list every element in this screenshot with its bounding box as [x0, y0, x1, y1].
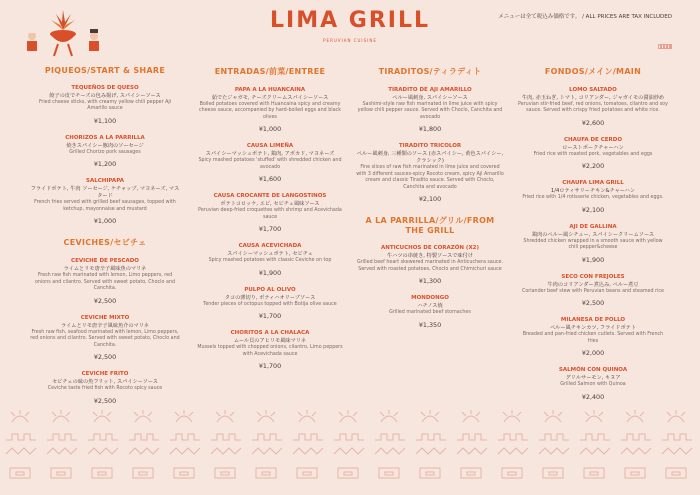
decorative-stripe-icon: [658, 44, 672, 49]
tax-note: メニューは全て税込み価格です。 / ALL PRICES ARE TAX INCLUDED: [498, 14, 672, 20]
item-description: Fresh raw fish marinated with lemon, Limo peppers, red onions and cilantro. Served with sweet potato, Choclo and Canchita.: [35, 273, 175, 292]
item-name: CHORIZOS A LA PARRILLA: [65, 134, 145, 141]
item-description: Fine slices of raw fish marinated in lime juice and covered with 3 different sauces-spicy Rocoto cream, spicy Aji Amarillo cream and classic Tiradito sauce. Served with Choclo, Canchita and avocado: [356, 165, 504, 190]
menu-item: [518, 274, 668, 307]
menu-item: [195, 143, 345, 183]
item-description: Breaded and pan-fried chicken cutlets. Served with French fries: [522, 332, 664, 344]
item-name: LOMO SALTADO: [569, 87, 617, 93]
item-description: Fried cheese sticks, with creamy yellow chili pepper Aji Amarillo sauce: [38, 100, 172, 112]
item-name: AJI DE GALLINA: [569, 223, 617, 230]
item-price: ¥2,100: [581, 205, 605, 214]
menu-item: [195, 330, 345, 370]
item-description: Fried rice with 1/4 rotisserie chicken, vegetables and eggs.: [522, 195, 664, 201]
item-name: CEVICHE MIXTO: [80, 314, 130, 321]
item-name: MILANESA DE POLLO: [560, 317, 626, 324]
menu-item: [30, 258, 180, 304]
item-japanese: スパイシーマッシュポテト, 鶏肉, アボカド, マヨネーズ: [205, 151, 335, 158]
menu-column-3: [355, 66, 505, 339]
item-description: Sashimi-style raw fish marinated in lime juice with spicy yellow chili pepper sauce. Served with Choclo, Canchita and avocado: [357, 102, 503, 120]
sun-motif-icon: [11, 410, 29, 422]
sun-motif-icon: [175, 410, 193, 422]
item-description: Spicy mashed potatoes with classic Ceviche on top: [208, 258, 332, 264]
item-name: CAUSA ACEVICHADA: [238, 243, 302, 250]
item-japanese: ハチノス焼: [417, 303, 443, 310]
item-price: ¥1,350: [418, 320, 442, 329]
menu-item: [518, 87, 668, 127]
sun-motif-icon: [134, 410, 152, 422]
item-japanese: 茹でたジャガモ, チーズクリームスパイシーソース: [211, 95, 329, 101]
menu-item: [518, 317, 668, 357]
item-description: Grilled Chorizo pork sausages: [69, 149, 141, 155]
item-name: CAUSA CROCANTE DE LANGOSTINOS: [213, 193, 327, 200]
sun-motif-icon: [257, 410, 275, 422]
menu-item: [30, 371, 180, 404]
item-description: French fries served with grilled beef sausages, topped with ketchup, mayonnaise and mustard: [34, 200, 176, 212]
item-price: ¥1,700: [258, 312, 282, 321]
item-japanese: 鶏肉のペルー風シチュー, スパイシークリームソース: [531, 231, 655, 238]
sun-motif-icon: [380, 410, 398, 422]
item-price: ¥1,000: [93, 217, 117, 226]
geometric-motif-icon: [88, 434, 118, 478]
menu-item: [30, 178, 180, 225]
geometric-motif-icon: [539, 434, 569, 478]
menu-column-1: [30, 66, 180, 415]
sun-motif-icon: [544, 410, 562, 422]
item-name: PAPA A LA HUANCAINA: [234, 87, 306, 93]
sun-motif-icon: [52, 410, 70, 422]
item-japanese: 牛肉, 赤玉ねぎ, トマト, コリアンダー, ジャガイモの醤油炒め: [521, 95, 665, 101]
item-name: CEVICHE DE PESCADO: [71, 258, 139, 265]
item-name: SECO CON FREJOLES: [561, 273, 625, 280]
section-title: ENTRADAS/前菜/ENTREE: [214, 67, 326, 76]
item-name: TIRADITO DE AJI AMARILLO: [388, 87, 472, 93]
section-title: A LA PARRILLA/グリル/FROM THE GRILL: [365, 216, 495, 236]
menu-item: [355, 245, 505, 285]
item-description: Fresh raw fish, seafood marinated with lemon, Limo peppers, red onions and cilantro. Served with sweet potato, Choclo and Canchita.: [30, 329, 180, 348]
item-name: TIRADITO TRICOLOR: [398, 143, 462, 150]
item-price: ¥2,500: [93, 353, 117, 362]
geometric-motif-icon: [170, 434, 200, 478]
menu-item: [195, 87, 345, 133]
item-name: CHORITOS A LA CHALACA: [230, 330, 310, 337]
item-description: Peruvian stir-fried beef, red onions, tomatoes, cilantro and soy sauce. Served with crispy fried potatoes and white rice.: [518, 102, 668, 114]
item-price: ¥1,900: [581, 255, 605, 264]
item-japanese: ペルー風刺身, スパイシーソース: [392, 95, 468, 101]
section-title: FONDOS/メイン/MAIN: [544, 67, 642, 76]
cuisine-subtitle: PERUVIAN CUISINE: [323, 38, 377, 43]
geometric-motif-icon: [457, 434, 487, 478]
sun-motif-icon: [503, 410, 521, 422]
geometric-motif-icon: [375, 434, 405, 478]
item-price: ¥1,700: [258, 225, 282, 234]
menu-item: [518, 367, 668, 400]
geometric-motif-icon: [293, 434, 323, 478]
menu-item: [195, 287, 345, 320]
item-name: TEQUEÑOS DE QUESO: [71, 85, 139, 91]
sun-motif-icon: [626, 410, 644, 422]
item-price: ¥1,800: [418, 125, 442, 134]
sun-motif-icon: [298, 410, 316, 422]
geometric-motif-icon: [211, 434, 241, 478]
item-japanese: ポテトコロッケ, エビ, セビチェ風味ソース: [220, 201, 320, 208]
geometric-motif-icon: [662, 434, 692, 478]
item-japanese: 1/4ロティサリーチキン&チャーハン: [550, 188, 636, 195]
menu-column-4: [518, 66, 668, 411]
geometric-motif-icon: [580, 434, 610, 478]
menu-item: [195, 243, 345, 276]
geometric-motif-icon: [334, 434, 364, 478]
sun-motif-icon: [339, 410, 357, 422]
item-japanese: フライドポテト, 牛肉 ソーセージ, ケチャップ, マヨネーズ, マスタード: [30, 186, 180, 200]
item-description: Ceviche taste fried fish with Rocoto spicy sauce: [47, 386, 163, 392]
item-price: ¥1,600: [258, 175, 282, 184]
item-name: CHAUFA LIMA GRILL: [562, 180, 624, 187]
item-description: Boiled potatoes covered with Huancaina spicy and creamy cheese sauce, accompanied by hard-boiled eggs and black olives: [199, 102, 341, 120]
menu-item: [30, 85, 180, 125]
item-description: Spicy mashed potatoes 'stuffed' with shredded chicken and avocado: [198, 158, 342, 170]
item-japanese: ローストポークチャーハン: [562, 144, 624, 151]
item-description: Peruvian deep-fried croquettes with shrimp and Acevichada sauce: [198, 208, 342, 220]
geometric-motif-icon: [47, 434, 77, 478]
menu-item: [355, 143, 505, 203]
item-japanese: ペルー風チキンカツ, フライドポテト: [549, 325, 637, 332]
item-price: ¥2,100: [418, 195, 442, 204]
item-price: ¥1,900: [258, 268, 282, 277]
item-description: Grilled Salmon with Quinoa: [560, 382, 626, 388]
sun-motif-icon: [216, 410, 234, 422]
menu-item: [30, 315, 180, 361]
item-price: ¥1,700: [258, 362, 282, 371]
menu-item: [355, 295, 505, 328]
item-japanese: タコの薄切り, ボティハオリーブソース: [224, 294, 316, 301]
geometric-motif-icon: [621, 434, 651, 478]
item-price: ¥2,500: [93, 296, 117, 305]
geometric-motif-icon: [498, 434, 528, 478]
menu-column-2: [195, 66, 345, 380]
item-price: ¥1,000: [258, 125, 282, 134]
item-price: ¥2,000: [581, 349, 605, 358]
item-japanese: グリルサーモン, キヌア: [565, 375, 621, 382]
menu-item: [518, 137, 668, 170]
geometric-motif-icon: [416, 434, 446, 478]
item-name: CEVICHE FRITO: [81, 371, 129, 378]
item-description: Fried rice with roasted pork, vegetables and eggs: [533, 151, 653, 157]
item-name: CAUSA LIMEÑA: [246, 143, 294, 150]
item-price: ¥1,100: [93, 116, 117, 125]
item-japanese: スパイシーマッシュポテト, セビチェ: [227, 251, 313, 258]
item-description: Shredded chicken wrapped in a smooth sauce with yellow chili pepper&cheese: [523, 238, 663, 251]
sun-motif-icon: [421, 410, 439, 422]
sun-motif-icon: [585, 410, 603, 422]
menu-item: [518, 224, 668, 264]
item-name: SALMÓN CON QUINOA: [558, 367, 628, 374]
item-description: Grilled marinated beef stomaches: [389, 310, 471, 316]
item-japanese: ペルー風刺身, 三種類のソース (赤スパイシー, 黄色スパイシー, クラシック): [356, 151, 504, 165]
item-price: ¥2,500: [93, 396, 117, 405]
sun-motif-icon: [93, 410, 111, 422]
item-price: ¥2,500: [581, 299, 605, 308]
item-price: ¥2,200: [581, 162, 605, 171]
item-japanese: セビチェの味の魚フリット, スパイシーソース: [51, 379, 158, 386]
item-price: ¥1,300: [418, 277, 442, 286]
section-title: PIQUEOS/START & SHARE: [44, 66, 166, 75]
item-japanese: ムール貝のアヒリモ風味マリネ: [233, 338, 307, 345]
geometric-motif-icon: [6, 434, 36, 478]
geometric-motif-icon: [252, 434, 282, 478]
item-description: Grilled beef heart skewered marinated in Anticuchera sauce. Served with roasted potatoes, Choclo and Chimichuri sauce: [356, 260, 504, 272]
item-name: MONDONGO: [411, 295, 449, 302]
item-description: Coriander beef stew with Peruvian beans and steamed rice: [522, 288, 664, 294]
item-name: SALCHIPAPA: [86, 178, 124, 185]
item-japanese: 牛ハツの串焼き, 特製ソースで味付け: [386, 253, 474, 260]
item-japanese: 焼きスパイシー豚肉のソーセージ: [66, 142, 144, 149]
menu-item: [518, 180, 668, 213]
item-description: Tender pieces of octopus topped with Botija olive sauce: [203, 301, 337, 307]
item-japanese: ライムとリモ唐辛子風味魚介のマリネ: [61, 322, 149, 329]
item-name: CHAUFA DE CERDO: [564, 136, 622, 143]
sun-motif-icon: [462, 410, 480, 422]
item-japanese: 牛肉のコリアンダー煮込み, ペルー煮豆: [547, 281, 639, 288]
restaurant-name: LIMA GRILL: [269, 8, 430, 33]
menu-item: [195, 193, 345, 233]
section-title: CEVICHES/セビチェ: [63, 238, 147, 248]
item-japanese: 餃子の皮でチーズの包み揚げ, スパイシーソース: [49, 93, 161, 99]
geometric-motif-icon: [129, 434, 159, 478]
section-title: TIRADITOS/ティラディト: [378, 67, 482, 76]
menu-item: [30, 135, 180, 168]
decorative-footer-pattern: [0, 410, 700, 495]
item-price: ¥2,400: [581, 392, 605, 401]
sun-motif-icon: [667, 410, 685, 422]
item-name: ANTICUCHOS DE CORAZÓN (X2): [380, 245, 480, 252]
item-name: PULPO AL OLIVO: [244, 286, 296, 293]
item-japanese: ライムとリモ唐辛子風味魚のマリネ: [63, 266, 147, 273]
item-price: ¥2,600: [581, 118, 605, 127]
item-description: Mussels topped with chopped onions, cilantro, Limo peppers with Acevichada sauce: [197, 345, 343, 357]
item-price: ¥1,200: [93, 160, 117, 169]
menu-item: [355, 87, 505, 133]
